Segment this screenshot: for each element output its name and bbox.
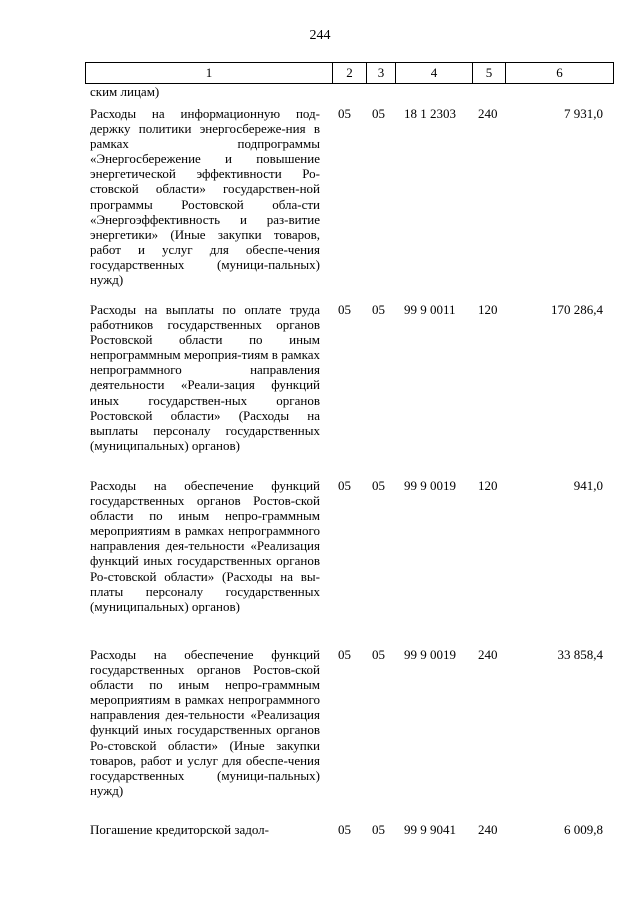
row-rz: 05 [338,478,351,493]
row-csr: 99 9 0019 [404,478,456,493]
row-description: Расходы на выплаты по оплате труда работников государственных органов Ростовской области по иным непрограммным мероприя-тиям в рамках непрограммного направления деятельности «Реали-зация функций иных государствен-ных органов Ростовской области» (Расходы на выплаты персоналу государственных (муниципальных) органов) [90,302,320,453]
row-rz: 05 [338,106,351,121]
row-rz: 05 [338,302,351,317]
row-vr: 240 [478,106,498,121]
row-rz: 05 [338,822,351,837]
row-description: Расходы на обеспечение функций государственных органов Ростов-ской области по иным непро-граммным мероприятиям в рамках непрограммного направления дея-тельности «Реализация функций иных государственных органов Ро-стовской области» (Иные закупки товаров, работ и услуг для обеспе-чения государственных (муници-пальных) нужд) [90,647,320,798]
row-sum: 941,0 [573,478,603,493]
row-description: Расходы на обеспечение функций государственных органов Ростов-ской области по иным непро-граммным мероприятиям в рамках непрограммного направления дея-тельности «Реализация функций иных государственных органов Ро-стовской области» (Расходы на вы-платы персоналу государственных (муниципальных) органов) [90,478,320,614]
row-csr: 99 9 0011 [404,302,456,317]
header-col-3: 3 [367,63,396,84]
row-sum: 170 286,4 [551,302,603,317]
row-csr: 18 1 2303 [404,106,456,121]
table-header [85,62,614,84]
header-col-5: 5 [473,63,506,84]
row-sum: 33 858,4 [557,647,603,662]
row-sum: 7 931,0 [564,106,603,121]
continuation-text: ским лицам) [90,84,160,99]
row-vr: 120 [478,478,498,493]
header-col-1: 1 [86,63,333,84]
row-pr: 05 [372,106,385,121]
header-col-4: 4 [396,63,473,84]
header-col-2: 2 [333,63,367,84]
row-pr: 05 [372,647,385,662]
row-vr: 120 [478,302,498,317]
row-csr: 99 9 9041 [404,822,456,837]
row-vr: 240 [478,647,498,662]
row-description: Погашение кредиторской задол- [90,822,269,837]
row-pr: 05 [372,478,385,493]
row-pr: 05 [372,822,385,837]
row-description: Расходы на информационную под-держку политики энергосбереже-ния в рамках подпрограммы «Энергосбережение и повышение энергетической эффективности Ро-стовской области» государствен-ной программы Ростовской обла-сти «Энергоэффективность и раз-витие энергетики» (Иные закупки товаров, работ и услуг для обеспе-чения государственных (муници-пальных) нужд) [90,106,320,288]
row-pr: 05 [372,302,385,317]
header-col-6: 6 [506,63,614,84]
row-rz: 05 [338,647,351,662]
page-number: 244 [309,28,331,43]
row-sum: 6 009,8 [564,822,603,837]
row-vr: 240 [478,822,498,837]
row-csr: 99 9 0019 [404,647,456,662]
